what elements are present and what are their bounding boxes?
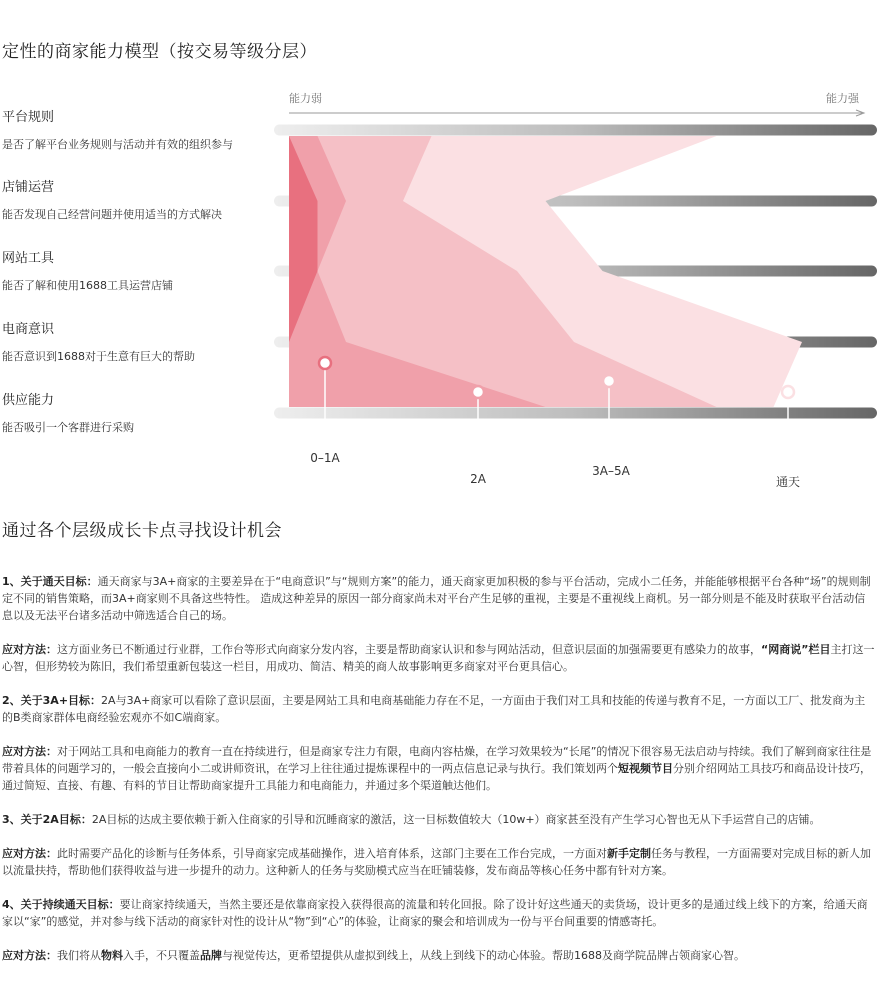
- paragraph-text: 主打这一心智，但形势较为陈旧，我们希望重新包装这一栏目，用成功、简洁、精美的商人故事影响更多商家对平台更具信心。: [2, 643, 875, 673]
- dimension-desc: 能否意识到1688对于生意有巨大的帮助: [2, 350, 195, 363]
- paragraph-text: 通天商家与3A+商家的主要差异在于“电商意识”与“规则方案”的能力，通天商家更加积极的参与平台活动，完成小二任务，并能能够根据平台各种“场”的规则制定不同的销售策略，而3A+商家则不具备这些特性。 造成这种差异的原因一部分商家尚未对平台产生足够的重视，主要是不重视线上商机。另一部分则是不能及时获取平台活动信息以及无法平台诸多活动中筛选适合自己的场。: [2, 575, 871, 622]
- marker-dot: [472, 386, 484, 398]
- paragraph-text: 要让商家持续通天，当然主要还是依靠商家投入获得很高的流量和转化回报。除了设计好这些通天的卖货场，设计更多的是通过线上线下的方案，给通天商家以“家”的感觉，并对参与线下活动的商家针对性的设计从“物”到“心”的体验，让商家的聚会和培训成为一份与平台间重要的情感寄托。: [2, 898, 868, 928]
- dimension-name: 网站工具: [2, 251, 55, 266]
- tier-label: 通天: [775, 475, 801, 489]
- paragraph-emphasis: 1、关于通天目标：: [2, 575, 98, 588]
- marker-dot: [603, 375, 615, 387]
- dimension-desc: 能否吸引一个客群进行采购: [2, 421, 134, 434]
- paragraph-emphasis: 品牌: [200, 949, 222, 962]
- paragraph-text: 此时需要产品化的诊断与任务体系，引导商家完成基础操作，进入培育体系，这部门主要在工作台完成，一方面对: [57, 847, 607, 860]
- tier-label: 2A: [470, 472, 486, 486]
- tier-label: 3A–5A: [592, 464, 630, 478]
- paragraph-emphasis: 3、关于2A目标：: [2, 813, 92, 826]
- paragraph-text: 对于网站工具和电商能力的教育一直在持续进行，但是商家专注力有限，电商内容枯燥，在学习效果较为“长尾”的情况下很容易无法启动与持续。我们了解到商家往往是带着具体的问题学习的，一般会直接向小二或讲师资讯，在学习上往往通过提炼课程中的一两点信息记录与执行。我们策划两个: [2, 745, 872, 775]
- dimension-desc: 能否发现自己经营问题并使用适当的方式解决: [2, 208, 222, 221]
- paragraph-emphasis: 应对方法：: [2, 643, 57, 656]
- paragraph: [2, 947, 876, 964]
- paragraph-emphasis: 4、关于持续通天目标：: [2, 898, 120, 911]
- paragraph: [2, 845, 876, 879]
- paragraph: [2, 743, 876, 794]
- dimension-name: 平台规则: [2, 110, 55, 125]
- paragraph-emphasis: 短视频节目: [618, 762, 673, 775]
- marker-dot: [782, 386, 794, 398]
- dimension-name: 店铺运营: [2, 180, 55, 195]
- paragraph-text: 2A目标的达成主要依赖于新入住商家的引导和沉睡商家的激活，这一目标数值较大（10w+）商家甚至没有产生学习心智也无从下手运营自己的店铺。: [91, 813, 821, 826]
- marker-tier-tongtian: [776, 386, 800, 489]
- paragraph-text: 与视觉传达，更希望提供从虚拟到线上，从线上到线下的动心体验。帮助1688及商学院品牌占领商家心智。: [222, 949, 745, 962]
- axis-label-weak: 能力弱: [289, 92, 322, 105]
- dimension-desc: 能否了解和使用1688工具运营店铺: [2, 279, 173, 292]
- paragraph: [2, 641, 876, 675]
- analysis-text: [2, 573, 876, 981]
- paragraph-text: 任务与教程，一方面需要对完成目标的新人加以流量扶持，帮助他们获得收益与进一步提升的动力。这种新人的任务与奖励模式应当在旺铺装修，发布商品等核心任务中都有针对方案。: [2, 847, 871, 877]
- bar-supply-capability: [274, 408, 877, 419]
- paragraph: [2, 573, 876, 624]
- dimension-name: 电商意识: [2, 322, 55, 337]
- paragraph-emphasis: 应对方法：: [2, 949, 57, 962]
- paragraph-emphasis: 物料: [101, 949, 123, 962]
- paragraph: [2, 692, 876, 726]
- paragraph-text: 这方面业务已不断通过行业群，工作台等形式向商家分发内容，主要是帮助商家认识和参与网站活动，但意识层面的加强需要更有感染力的故事，: [57, 643, 761, 656]
- axis-label-strong: 能力强: [826, 92, 859, 105]
- paragraph: [2, 896, 876, 930]
- paragraph-text: 我们将从: [57, 949, 101, 962]
- tier-label: 0–1A: [310, 451, 340, 465]
- marker-dot: [319, 357, 331, 369]
- paragraph: [2, 811, 876, 828]
- paragraph-text: 分别介绍网站工具技巧和商品设计技巧，通过简短、直接、有趣、有料的节目让帮助商家提升工具能力和电商能力，并通过多个渠道触达他们。: [2, 762, 871, 792]
- paragraph-emphasis: 应对方法：: [2, 745, 57, 758]
- paragraph-emphasis: 应对方法：: [2, 847, 57, 860]
- capability-diagram: [0, 0, 879, 500]
- paragraph-text: 2A与3A+商家可以看除了意识层面，主要是网站工具和电商基础能力存在不足，一方面由于我们对工具和技能的传递与教育不足，一方面以工厂、批发商为主的B类商家群体电商经验宏观亦不如C端商家。: [2, 694, 866, 724]
- paragraph-emphasis: “网商说”栏目: [761, 643, 831, 656]
- paragraph-emphasis: 2、关于3A+目标：: [2, 694, 102, 707]
- paragraph-text: 入手，不只覆盖: [123, 949, 200, 962]
- bar-platform-rules: [274, 125, 877, 136]
- section-title-model: 定性的商家能力模型（按交易等级分层）: [2, 42, 317, 62]
- section-title-opportunities: 通过各个层级成长卡点寻找设计机会: [2, 521, 282, 541]
- dimension-name: 供应能力: [2, 393, 55, 408]
- dimension-desc: 是否了解平台业务规则与活动并有效的组织参与: [2, 138, 233, 151]
- paragraph-emphasis: 新手定制: [607, 847, 651, 860]
